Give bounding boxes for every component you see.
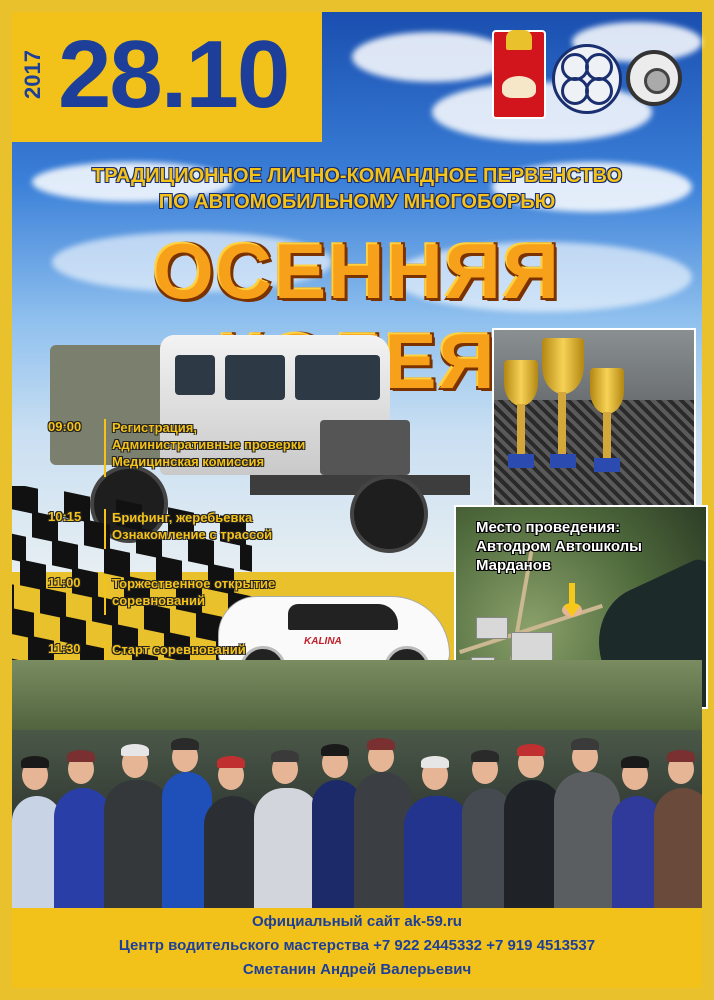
schedule-item-line: Торжественное открытие [112,576,276,591]
schedule-item [112,419,372,470]
schedule-item-line: Медицинская комиссия [112,454,265,469]
schedule-item-line: Административные проверки [112,437,306,452]
event-title: ОСЕННЯЯ [153,227,561,315]
schedule-item [112,641,372,658]
forest-background [12,660,702,740]
official-site-text: Официальный сайт ak-59.ru [252,913,462,930]
schedule-item-line: Старт соревнований [112,642,246,657]
subtitle-line-2: ПО АВТОМОБИЛЬНОМУ МНОГОБОРЬЮ [158,191,556,213]
venue-line-3: Марданов [476,557,552,574]
event-subtitle [20,163,694,215]
event-date: 28.10 [58,21,289,128]
schedule-time: 10:15 [48,509,82,524]
schedule-item-line: Брифинг, жеребьевка [112,510,253,525]
location-arrow-icon [566,583,578,617]
schedule-item-line: соревнований [112,593,206,608]
schedule-item-line: Регистрация, [112,420,197,435]
aac-club-emblem-icon [552,44,622,114]
organizer-name: Сметанин Андрей Валерьевич [242,961,472,978]
venue-label [476,518,706,575]
racing-wheel-emblem-icon [626,50,682,106]
schedule-time: 11:30 [48,641,81,656]
schedule-item [112,575,372,609]
contacts-text: Центр водительского мастерства +7 922 2445332 +7 919 4513537 [118,937,596,954]
crowd-photo [12,730,702,910]
event-year: 2017 [20,50,45,100]
perm-coat-of-arms-icon [492,30,546,119]
schedule-time: 09:00 [48,419,82,434]
car-brand-label: KALINA [304,636,342,647]
subtitle-line-1: ТРАДИЦИОННОЕ ЛИЧНО-КОМАНДНОЕ ПЕРВЕНСТВО [91,165,622,187]
schedule-time: 11:00 [48,575,81,590]
schedule-item [112,509,372,543]
venue-line-1: Место проведения: [476,519,621,536]
schedule-item-line: Ознакомление с трассой [112,527,273,542]
trophies-photo [492,328,696,512]
venue-line-2: Автодром Автошколы [476,538,642,555]
